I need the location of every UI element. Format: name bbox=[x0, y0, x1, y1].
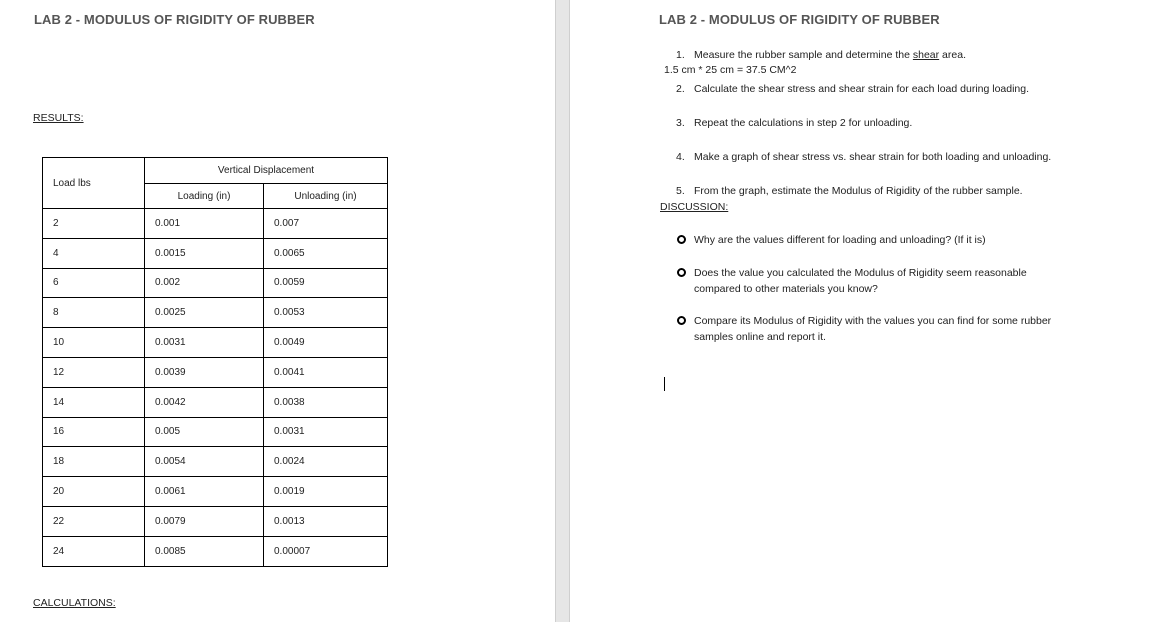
circle-bullet-icon bbox=[677, 235, 687, 245]
load-cell: 12 bbox=[43, 357, 145, 387]
table-row bbox=[43, 387, 388, 417]
step-3-text: Repeat the calculations in step 2 for unloading. bbox=[694, 117, 913, 129]
question-1-line-1: Why are the values different for loading and unloading? (If it is) bbox=[694, 234, 986, 246]
step-2 bbox=[676, 83, 1029, 95]
discussion-heading: DISCUSSION: bbox=[660, 201, 729, 213]
load-cell: 14 bbox=[43, 387, 145, 417]
table-row bbox=[43, 238, 388, 268]
discussion-question-1 bbox=[694, 232, 1094, 248]
step-4-text: Make a graph of shear stress vs. shear strain for both loading and unloading. bbox=[694, 151, 1052, 163]
unloading-cell: 0.0065 bbox=[264, 238, 388, 268]
loading-cell: 0.0054 bbox=[145, 447, 264, 477]
loading-cell: 0.0042 bbox=[145, 387, 264, 417]
step-1-text: Measure the rubber sample and determine the bbox=[694, 49, 913, 61]
load-cell: 16 bbox=[43, 417, 145, 447]
unloading-cell: 0.0041 bbox=[264, 357, 388, 387]
step-1-number: 1. bbox=[676, 49, 685, 61]
vertical-displacement-header: Vertical Displacement bbox=[145, 158, 388, 184]
table-row bbox=[43, 506, 388, 536]
table-row bbox=[43, 536, 388, 566]
loading-cell: 0.0079 bbox=[145, 506, 264, 536]
loading-cell: 0.0085 bbox=[145, 536, 264, 566]
circle-bullet-icon bbox=[677, 316, 687, 326]
loading-column-header: Loading (in) bbox=[145, 184, 264, 209]
unloading-cell: 0.0031 bbox=[264, 417, 388, 447]
table-row bbox=[43, 477, 388, 507]
loading-cell: 0.005 bbox=[145, 417, 264, 447]
load-cell: 20 bbox=[43, 477, 145, 507]
step-2-text: Calculate the shear stress and shear strain for each load during loading. bbox=[694, 83, 1030, 95]
page-gutter bbox=[555, 0, 570, 622]
load-cell: 6 bbox=[43, 268, 145, 298]
unloading-column-header: Unloading (in) bbox=[264, 184, 388, 209]
table-row bbox=[43, 447, 388, 477]
page-title-right: LAB 2 - MODULUS OF RIGIDITY OF RUBBER bbox=[659, 12, 940, 27]
loading-cell: 0.001 bbox=[145, 209, 264, 239]
loading-cell: 0.0015 bbox=[145, 238, 264, 268]
step-2-number: 2. bbox=[676, 83, 685, 95]
table-row bbox=[43, 268, 388, 298]
load-cell: 8 bbox=[43, 298, 145, 328]
unloading-cell: 0.0038 bbox=[264, 387, 388, 417]
discussion-question-3 bbox=[694, 313, 1094, 345]
page-title: LAB 2 - MODULUS OF RIGIDITY OF RUBBER bbox=[34, 12, 315, 27]
unloading-cell: 0.0024 bbox=[264, 447, 388, 477]
unloading-cell: 0.007 bbox=[264, 209, 388, 239]
load-cell: 2 bbox=[43, 209, 145, 239]
question-3-line-1: Compare its Modulus of Rigidity with the values you can find for some rubber bbox=[694, 315, 1052, 327]
discussion-question-2 bbox=[694, 265, 1094, 297]
question-3-line-2: samples online and report it. bbox=[694, 331, 826, 343]
text-cursor bbox=[664, 377, 665, 391]
step-3-number: 3. bbox=[676, 117, 685, 129]
load-cell: 24 bbox=[43, 536, 145, 566]
unloading-cell: 0.00007 bbox=[264, 536, 388, 566]
loading-cell: 0.0061 bbox=[145, 477, 264, 507]
table-row bbox=[43, 357, 388, 387]
loading-cell: 0.002 bbox=[145, 268, 264, 298]
step-5-text: From the graph, estimate the Modulus of Rigidity of the rubber sample. bbox=[694, 185, 1023, 197]
step-5 bbox=[676, 185, 1023, 197]
question-2-line-1: Does the value you calculated the Modulus of Rigidity seem reasonable bbox=[694, 267, 1027, 279]
table-row bbox=[43, 417, 388, 447]
calculations-heading: CALCULATIONS: bbox=[33, 597, 116, 609]
right-document-page[interactable] bbox=[570, 0, 1151, 622]
unloading-cell: 0.0059 bbox=[264, 268, 388, 298]
load-cell: 22 bbox=[43, 506, 145, 536]
load-column-header: Load lbs bbox=[43, 158, 145, 209]
step-5-number: 5. bbox=[676, 185, 685, 197]
unloading-cell: 0.0019 bbox=[264, 477, 388, 507]
step-1-underlined-word: shear bbox=[912, 49, 940, 61]
table-body bbox=[43, 209, 388, 567]
table-row bbox=[43, 328, 388, 358]
step-4 bbox=[676, 151, 1051, 163]
step-3 bbox=[676, 117, 912, 129]
table-row bbox=[43, 209, 388, 239]
circle-bullet-icon bbox=[677, 268, 687, 278]
results-table bbox=[42, 157, 388, 567]
table-row bbox=[43, 298, 388, 328]
unloading-cell: 0.0013 bbox=[264, 506, 388, 536]
load-cell: 4 bbox=[43, 238, 145, 268]
loading-cell: 0.0025 bbox=[145, 298, 264, 328]
loading-cell: 0.0031 bbox=[145, 328, 264, 358]
area-calculation: 1.5 cm * 25 cm = 37.5 CM^2 bbox=[664, 64, 797, 76]
step-1-text-end: area. bbox=[939, 49, 966, 61]
loading-cell: 0.0039 bbox=[145, 357, 264, 387]
unloading-cell: 0.0053 bbox=[264, 298, 388, 328]
load-cell: 18 bbox=[43, 447, 145, 477]
step-4-number: 4. bbox=[676, 151, 685, 163]
load-cell: 10 bbox=[43, 328, 145, 358]
question-2-line-2: compared to other materials you know? bbox=[694, 283, 878, 295]
left-document-page[interactable] bbox=[0, 0, 555, 622]
results-heading: RESULTS: bbox=[33, 112, 84, 124]
unloading-cell: 0.0049 bbox=[264, 328, 388, 358]
step-1 bbox=[676, 49, 966, 61]
